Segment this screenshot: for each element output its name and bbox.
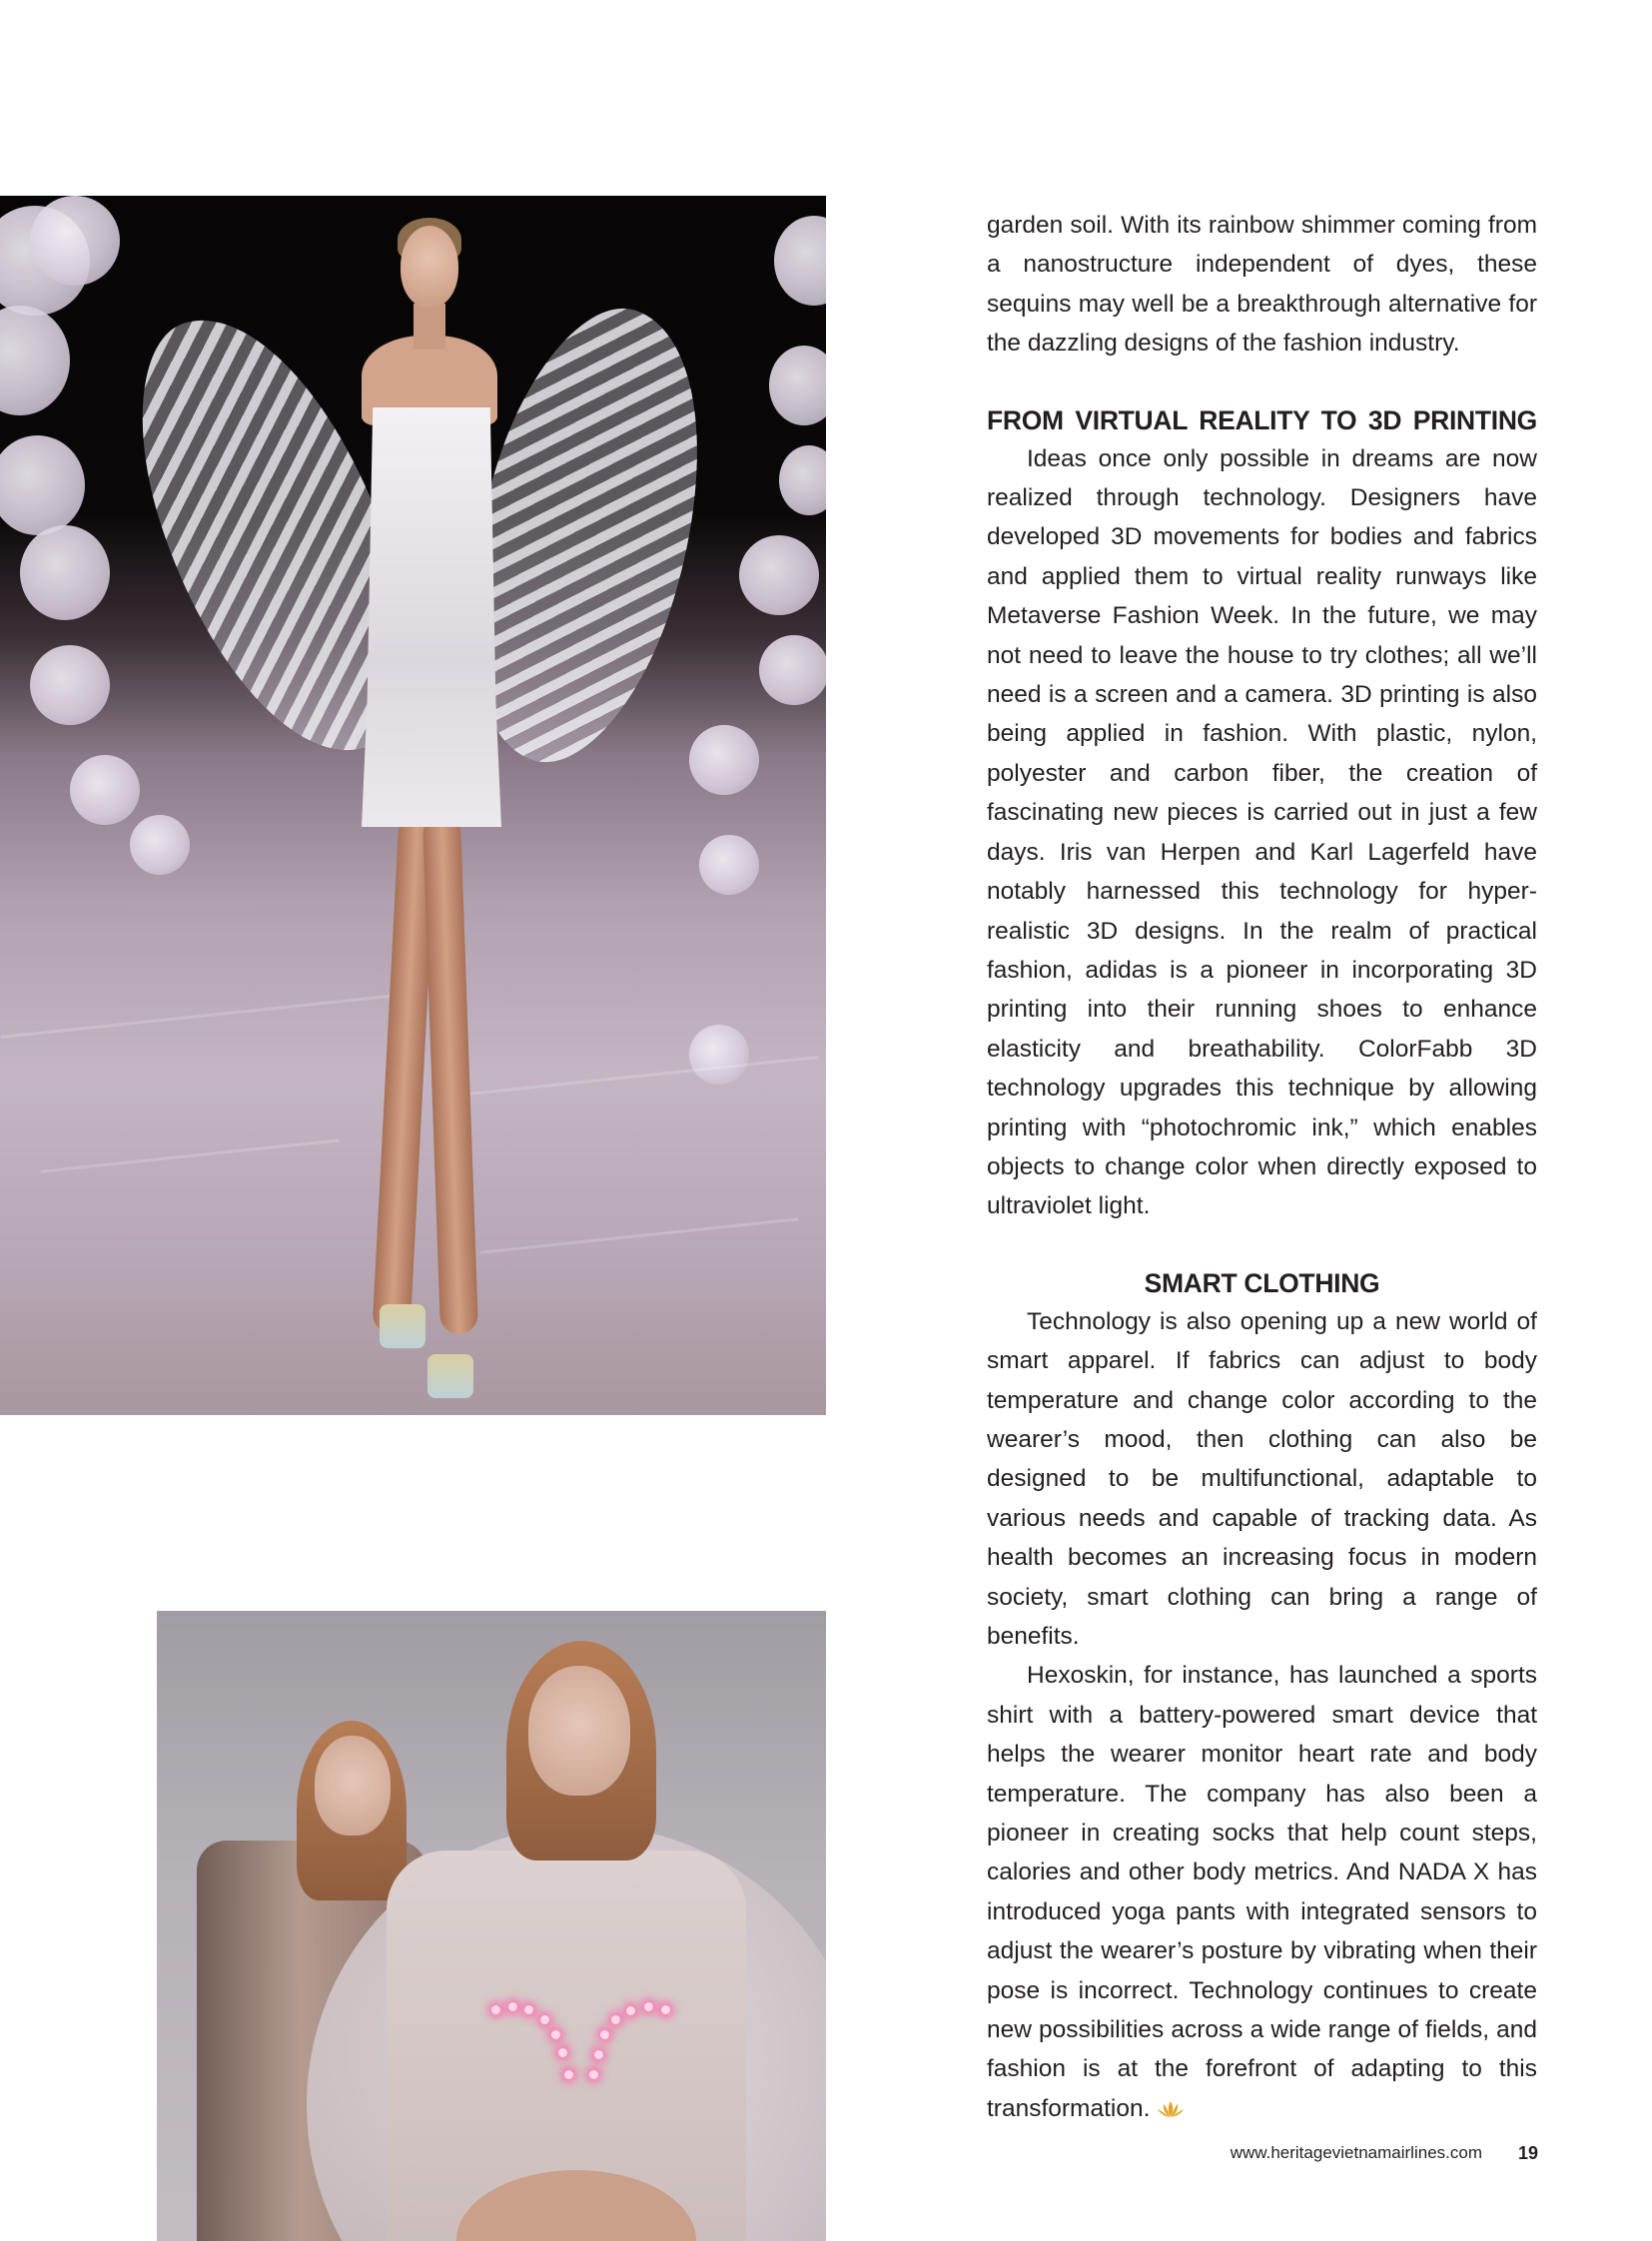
section-paragraph: Technology is also opening up a new world of smart apparel. If fabrics can adjust to body temperature and change color according to the wearer’s mood, then clothing can also be designed to be multifunctional, adaptable to various needs and capable of tracking data. As health becomes an increasing focus in modern society, smart clothing can bring a range of benefits. [987,1307,1537,1650]
section-heading-3d-printing: FROM VIRTUAL REALITY TO 3D PRINTING [987,404,1537,435]
smart-clothing-photo [157,1611,826,2241]
page-number: 19 [1517,2143,1538,2163]
website-url[interactable]: www.heritagevietnamairlines.com [1230,2143,1482,2162]
section-paragraph-text: Hexoskin, for instance, has launched a sports shirt with a battery-powered smart device that helps the wearer monitor heart rate and body temperature. The company has also been a pioneer in creating socks that help count steps, calories and other body metrics. And NADA X has introduced yoga pants with integrated sensors to adjust the wearer’s posture by vibrating when their pose is incorrect. Technology continues to create new possibilities across a wide range of fields, and fashion is at the forefront of adapting to this transformation. [987,1662,1537,2122]
section-paragraph: Ideas once only possible in dreams are now realized through technology. Designers have developed 3D movements for bodies and fabrics and applied them to virtual reality runways like Metaverse Fashion Week. In the future, we may not need to leave the house to try clothes; all we’ll need is a screen and a camera. 3D printing is also being applied in fashion. With plastic, nylon, polyester and carbon fiber, the creation of fascinating new pieces is carried out in just a few days. Iris van Herpen and Karl Lagerfeld have notably harnessed this technology for hyper-realistic 3D designs. In the realm of practical fashion, adidas is a pioneer in incorporating 3D printing into their running shoes to enhance elasticity and breathability. ColorFabb 3D technology upgrades this technique by allowing printing with “photochromic ink,” which enables objects to change color when directly exposed to ultraviolet light. [987,444,1537,1220]
article-column [987,206,1537,2128]
page-footer [1179,2143,1538,2167]
runway-model [270,196,589,1415]
lotus-icon [1156,2099,1186,2119]
intro-paragraph: garden soil. With its rainbow shimmer coming from a nanostructure independent of dyes, these sequins may well be a breakthrough alternative for the dazzling designs of the fashion industry. [987,212,1537,358]
section-heading-smart-clothing: SMART CLOTHING [1144,1267,1380,1298]
section-paragraph-last [987,1656,1537,2128]
runway-photo [0,196,826,1415]
